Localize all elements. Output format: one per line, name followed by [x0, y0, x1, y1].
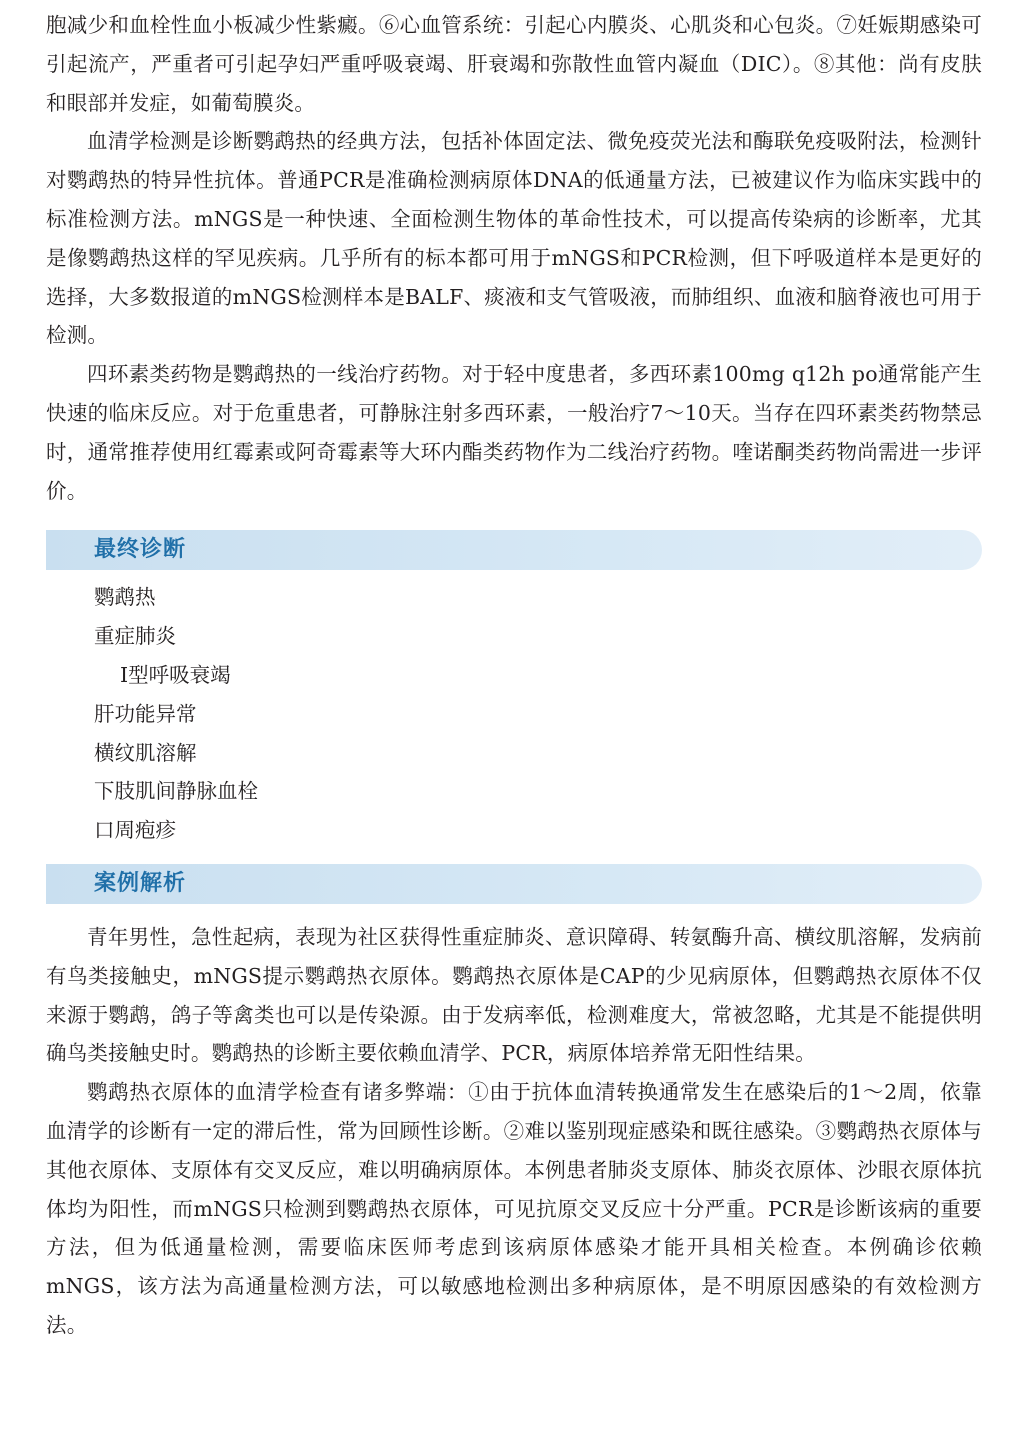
body-paragraph: 四环素类药物是鹦鹉热的一线治疗药物。对于轻中度患者，多西环素100mg q12h po通常能产生快速的临床反应。对于危重患者，可静脉注射多西环素，一般治疗7～10天。当存在四环素类药物禁忌时，通常推荐使用红霉素或阿奇霉素等大环内酯类药物作为二线治疗药物。喹诺酮类药物尚需进一步评价。	[46, 362, 982, 503]
diagnosis-item: 重症肺炎	[94, 624, 176, 649]
diagnosis-item: 口周疱疹	[94, 818, 176, 843]
body-paragraph: 青年男性，急性起病，表现为社区获得性重症肺炎、意识障碍、转氨酶升高、横纹肌溶解，发病前有鸟类接触史，mNGS提示鹦鹉热衣原体。鹦鹉热衣原体是CAP的少见病原体，但鹦鹉热衣原体不仅来源于鹦鹉，鸽子等禽类也可以是传染源。由于发病率低，检测难度大，常被忽略，尤其是不能提供明确鸟类接触史时。鹦鹉热的诊断主要依赖血清学、PCR，病原体培养常无阳性结果。	[46, 924, 982, 1066]
body-paragraph: 血清学检测是诊断鹦鹉热的经典方法，包括补体固定法、微免疫荧光法和酶联免疫吸附法，检测针对鹦鹉热的特异性抗体。普通PCR是准确检测病原体DNA的低通量方法，已被建议作为临床实践中的标准检测方法。mNGS是一种快速、全面检测生物体的革命性技术，可以提高传染病的诊断率，尤其是像鹦鹉热这样的罕见疾病。几乎所有的标本都可用于mNGS和PCR检测，但下呼吸道样本是更好的选择，大多数报道的mNGS检测样本是BALF、痰液和支气管吸液，而肺组织、血液和脑脊液也可用于检测。	[46, 129, 982, 348]
diagnosis-item: 下肢肌间静脉血栓	[94, 779, 258, 804]
section-header-final-diagnosis	[46, 530, 982, 570]
diagnosis-item: 横纹肌溶解	[94, 740, 197, 765]
diagnosis-item: 肝功能异常	[94, 701, 197, 726]
section-title: 最终诊断	[94, 537, 187, 563]
body-paragraph: 胞减少和血栓性血小板减少性紫癜。⑥心血管系统：引起心内膜炎、心肌炎和心包炎。⑦妊娠期感染可引起流产，严重者可引起孕妇严重呼吸衰竭、肝衰竭和弥散性血管内凝血（DIC）。⑧其他：尚有皮肤和眼部并发症，如葡萄膜炎。	[46, 13, 982, 115]
document-page	[46, 0, 982, 1345]
diagnosis-subitem: Ⅰ型呼吸衰竭	[120, 662, 231, 687]
section-header-case-analysis	[46, 864, 982, 904]
diagnosis-item: 鹦鹉热	[94, 585, 156, 610]
diagnosis-list	[46, 578, 982, 850]
section-title: 案例解析	[94, 870, 187, 896]
body-paragraph: 鹦鹉热衣原体的血清学检查有诸多弊端：①由于抗体血清转换通常发生在感染后的1～2周，依靠血清学的诊断有一定的滞后性，常为回顾性诊断。②难以鉴别现症感染和既往感染。③鹦鹉热衣原体与其他衣原体、支原体有交叉反应，难以明确病原体。本例患者肺炎支原体、肺炎衣原体、沙眼衣原体抗体均为阳性，而mNGS只检测到鹦鹉热衣原体，可见抗原交叉反应十分严重。PCR是诊断该病的重要方法，但为低通量检测，需要临床医师考虑到该病原体感染才能开具相关检查。本例确诊依赖mNGS，该方法为高通量检测方法，可以敏感地检测出多种病原体，是不明原因感染的有效检测方法。	[46, 1080, 982, 1337]
